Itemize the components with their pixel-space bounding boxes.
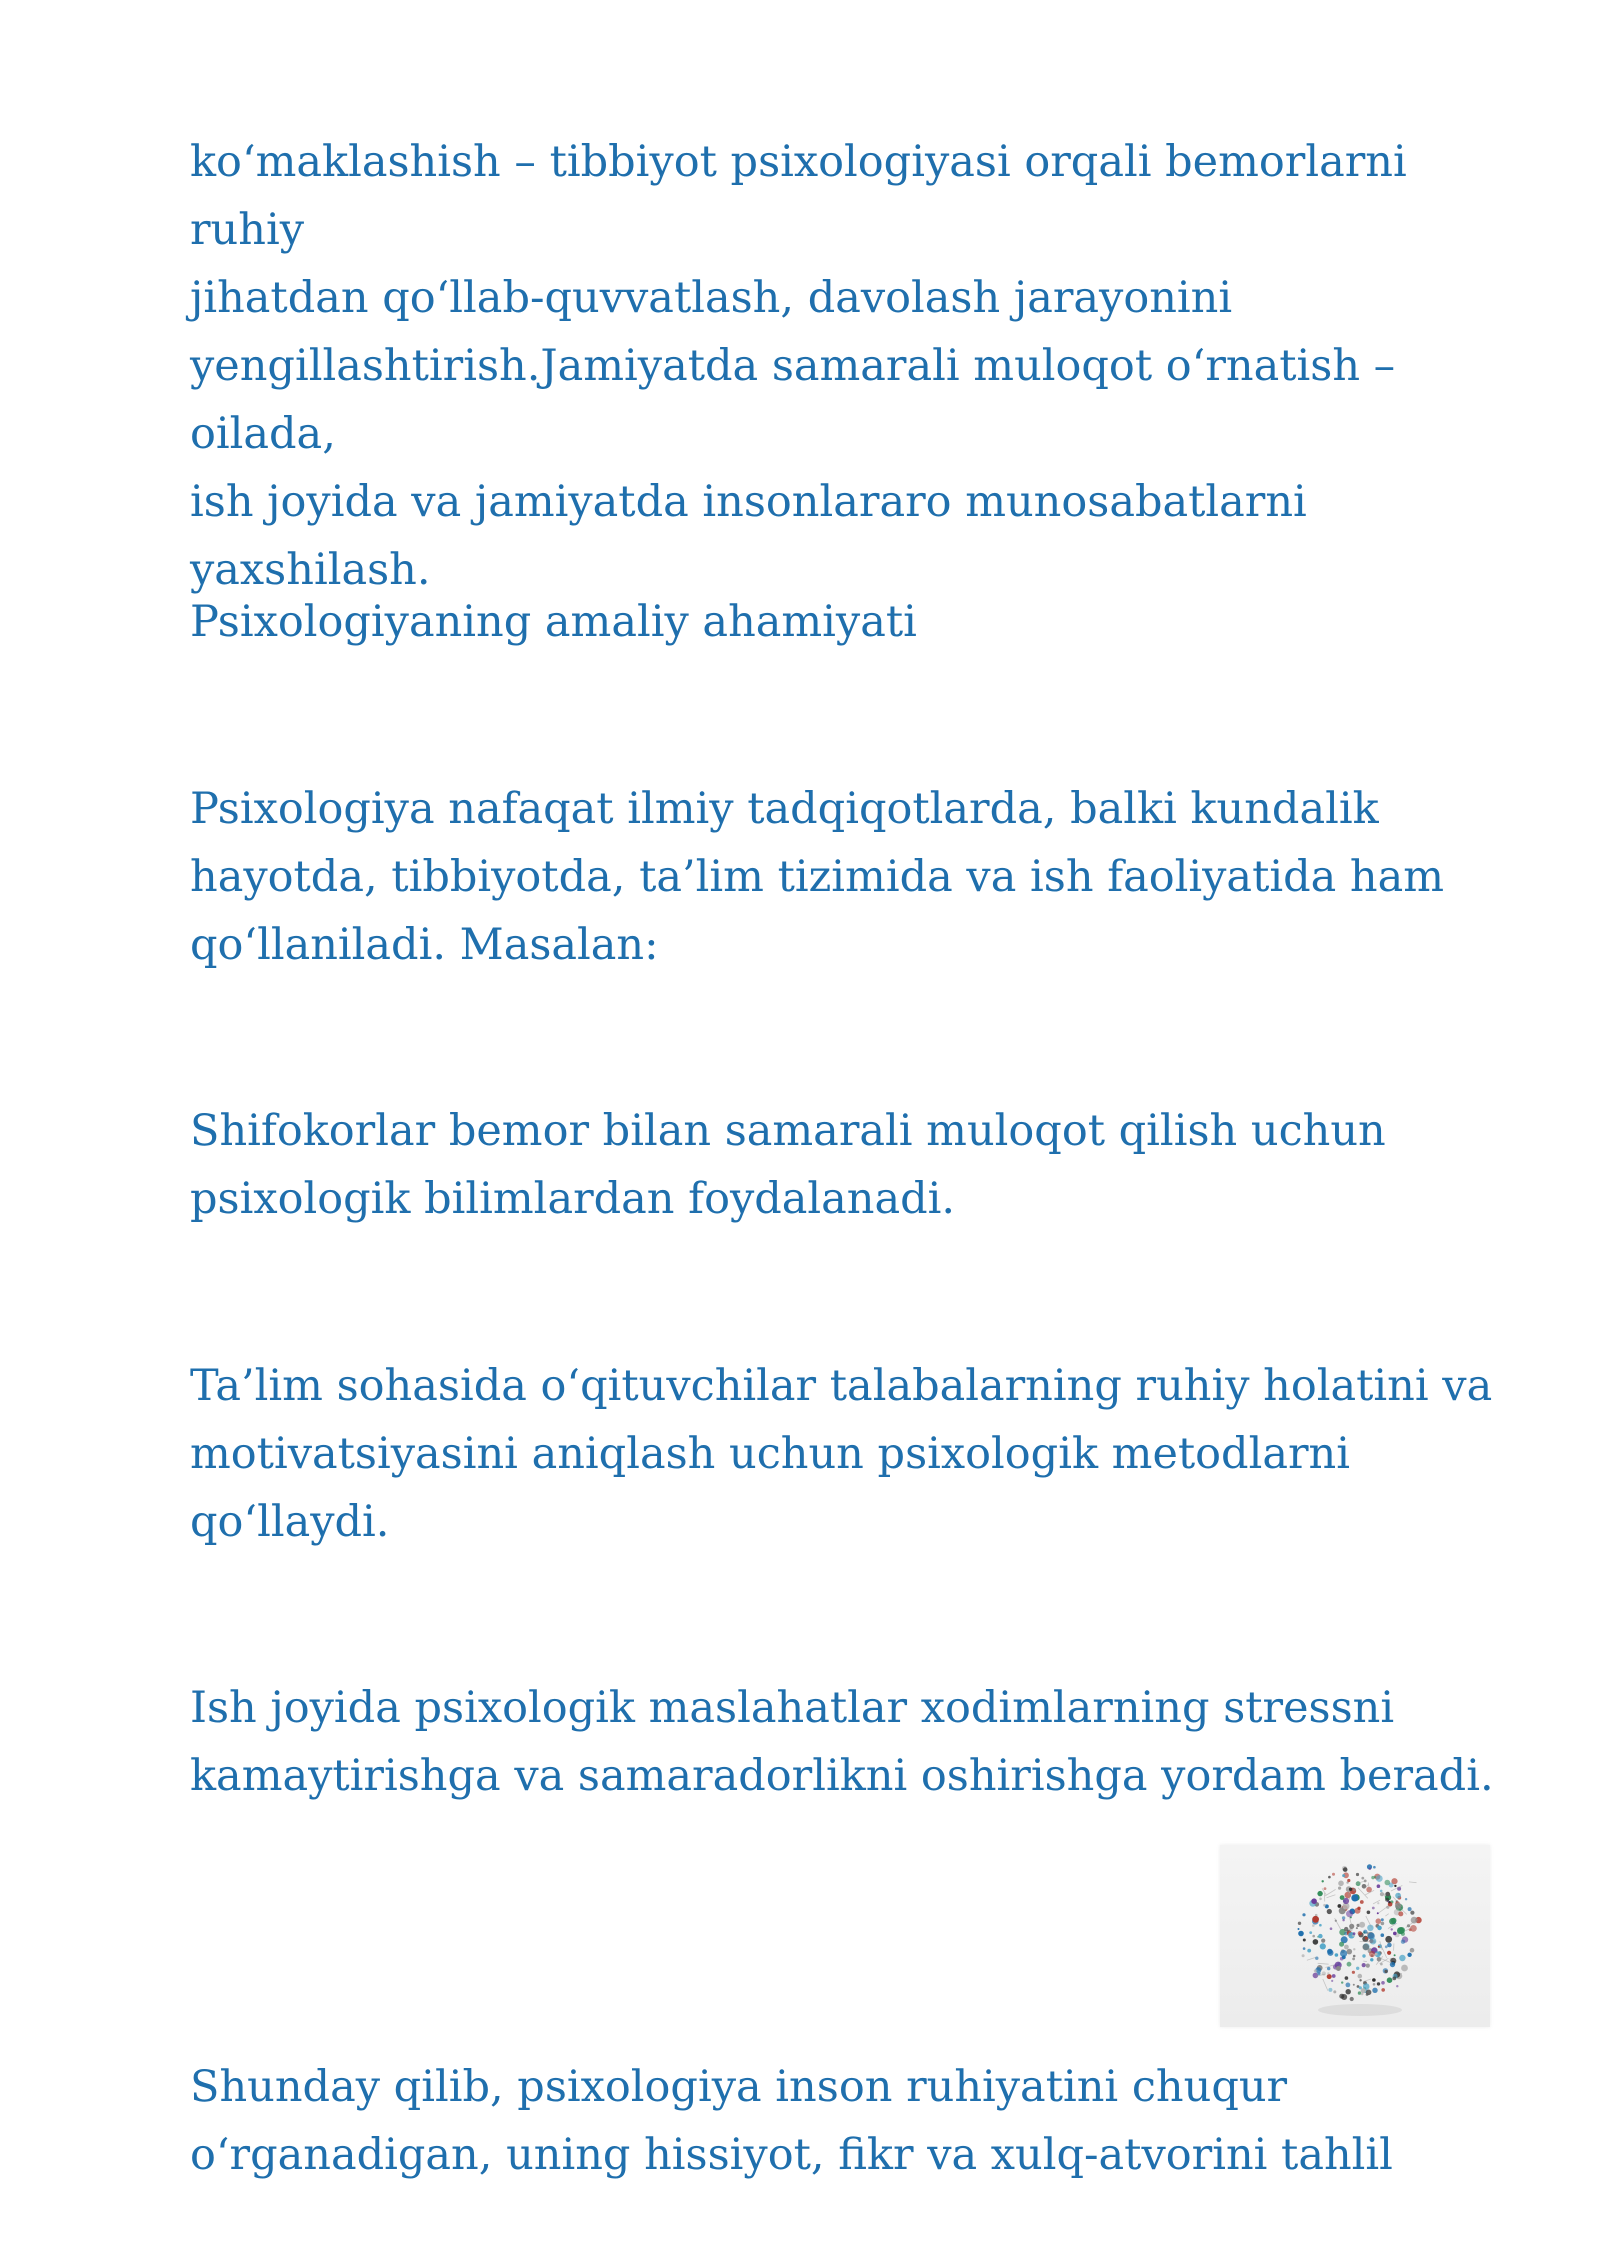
brain-dot <box>1393 1932 1397 1936</box>
brain-dot <box>1356 1873 1359 1876</box>
brain-dot <box>1385 1945 1388 1948</box>
brain-dot <box>1372 1978 1376 1982</box>
brain-dot <box>1340 1950 1347 1957</box>
brain-dot <box>1346 1983 1351 1988</box>
brain-dot <box>1303 1947 1306 1950</box>
brain-dot <box>1362 1963 1366 1967</box>
brain-dot <box>1314 1969 1317 1972</box>
brain-connection <box>1335 1918 1342 1930</box>
brain-dot <box>1356 1927 1358 1929</box>
brain-dot <box>1376 1875 1383 1882</box>
brain-illustration <box>1220 1845 1490 2027</box>
brain-dot <box>1369 1868 1371 1870</box>
brain-dot <box>1353 1888 1356 1891</box>
brain-dot <box>1405 1898 1407 1900</box>
brain-dot <box>1332 1974 1336 1978</box>
brain-dot <box>1381 1922 1385 1926</box>
brain-dot <box>1313 1939 1319 1945</box>
brain-dot <box>1356 1967 1359 1970</box>
section-heading: Psixologiyaning amaliy ahamiyati <box>190 597 917 647</box>
brain-dot <box>1358 1974 1363 1979</box>
brain-connection <box>1385 1914 1388 1916</box>
brain-dot <box>1328 1988 1332 1992</box>
brain-dot <box>1331 1980 1333 1982</box>
brain-dot <box>1317 1891 1322 1896</box>
brain-connection <box>1327 1895 1336 1898</box>
brain-dot <box>1401 1940 1405 1944</box>
brain-dot <box>1351 1894 1358 1901</box>
brain-dot <box>1321 1939 1325 1943</box>
brain-dot <box>1359 1986 1362 1989</box>
brain-dot <box>1381 1933 1385 1937</box>
brain-dot <box>1362 1954 1365 1957</box>
brain-dot <box>1302 1954 1305 1957</box>
brain-dot <box>1398 1911 1403 1916</box>
brain-connection <box>1318 1963 1329 1964</box>
paragraph-conclusion: Shunday qilib, psixologiya inson ruhiyatini chuqur o‘rganadigan, uning hissiyot, fikr va xulq-atvorini tahlil <box>190 2062 1393 2180</box>
paragraph-intro-continuation: ko‘maklashish – tibbiyot psixologiyasi orqali bemorlarni ruhiy jihatdan qo‘llab-quvvatlash, davolash jarayonini yengillashtirish.Jamiyatda samarali muloqot o‘rnatish – oilada, ish joyida va jamiyatda insonlararo munosabatlarni yaxshilash. <box>190 137 1407 595</box>
brain-dot <box>1312 1924 1315 1927</box>
brain-dot <box>1317 1972 1320 1975</box>
brain-dot <box>1358 1931 1362 1935</box>
brain-dot <box>1377 1884 1381 1888</box>
brain-dot <box>1410 1948 1415 1953</box>
brain-dot <box>1394 1885 1396 1887</box>
brain-dot <box>1377 1982 1380 1985</box>
brain-connection <box>1363 1979 1371 1982</box>
brain-dot <box>1375 1953 1378 1956</box>
dotted-brain-icon <box>1220 1845 1490 2027</box>
brain-dot <box>1345 1976 1349 1980</box>
paragraph-overview: Psixologiya nafaqat ilmiy tadqiqotlarda, balki kundalik hayotda, tibbiyotda, ta’lim tizimida va ish faoliyatida ham qo‘llaniladi. Masalan: <box>190 784 1445 970</box>
brain-dot <box>1336 1966 1341 1971</box>
brain-dot <box>1370 1958 1373 1961</box>
brain-dot <box>1344 1945 1349 1950</box>
brain-dot <box>1377 1926 1382 1931</box>
brain-dot <box>1363 1930 1367 1934</box>
brain-dot <box>1372 1988 1377 1993</box>
brain-dot <box>1327 1974 1332 1979</box>
brain-dot <box>1373 1983 1376 1986</box>
brain-connection <box>1363 1961 1367 1962</box>
brain-dot <box>1407 1953 1411 1957</box>
brain-dot <box>1381 1988 1385 1992</box>
brain-dot <box>1327 1949 1332 1954</box>
brain-dot <box>1353 1932 1356 1935</box>
brain-dot <box>1319 1924 1322 1927</box>
brain-dot <box>1352 1958 1355 1961</box>
brain-dot <box>1374 1876 1376 1878</box>
brain-dot <box>1367 1911 1371 1915</box>
brain-dot <box>1391 1918 1397 1924</box>
brain-dot <box>1320 1943 1326 1949</box>
brain-dot <box>1352 1971 1355 1974</box>
brain-dot <box>1361 1877 1364 1880</box>
brain-dot <box>1366 1964 1370 1968</box>
brain-dot <box>1342 1874 1345 1877</box>
brain-dot <box>1410 1911 1414 1915</box>
brain-dot <box>1394 1954 1396 1956</box>
brain-dot <box>1303 1939 1306 1942</box>
brain-dot <box>1353 1984 1355 1986</box>
brain-dot <box>1333 1990 1336 1993</box>
brain-dot <box>1391 1928 1393 1930</box>
brain-dot <box>1332 1873 1335 1876</box>
brain-dot <box>1378 1946 1380 1948</box>
brain-dot <box>1387 1943 1392 1948</box>
brain-dot <box>1359 1979 1361 1981</box>
brain-dot <box>1341 1994 1347 2000</box>
brain-dot <box>1327 1972 1329 1974</box>
brain-dot <box>1298 1931 1304 1937</box>
brain-dot <box>1381 1918 1384 1921</box>
brain-dot <box>1327 1909 1332 1914</box>
brain-dot <box>1309 1931 1312 1934</box>
brain-dot <box>1359 1922 1365 1928</box>
brain-dot <box>1345 1892 1352 1899</box>
brain-dot <box>1339 1942 1344 1947</box>
brain-dot <box>1327 1967 1330 1970</box>
paragraph-education: Ta’lim sohasida o‘qituvchilar talabalarning ruhiy holatini va motivatsiyasini aniqlash uchun psixologik metodlarni qo‘llaydi. <box>190 1361 1493 1547</box>
brain-dot <box>1380 1892 1384 1896</box>
brain-dot <box>1370 1938 1377 1945</box>
brain-dot <box>1335 1953 1339 1957</box>
brain-dot <box>1340 1895 1345 1900</box>
brain-dot <box>1395 1893 1401 1899</box>
brain-dot <box>1387 1951 1391 1955</box>
brain-dot <box>1381 1981 1385 1985</box>
brain-dot <box>1369 1951 1375 1957</box>
brain-dot <box>1343 1867 1348 1872</box>
brain-dot <box>1385 1898 1389 1902</box>
brain-dot <box>1307 1949 1311 1953</box>
brain-dot <box>1347 1962 1352 1967</box>
brain-dot <box>1364 1880 1367 1883</box>
brain-dot <box>1342 1919 1344 1921</box>
brain-dot <box>1350 1997 1354 2001</box>
brain-dot <box>1338 1881 1344 1887</box>
brain-dot <box>1353 1955 1356 1958</box>
brain-dot <box>1318 1934 1322 1938</box>
paragraph-doctors: Shifokorlar bemor bilan samarali muloqot qilish uchun psixologik bilimlardan foydalanadi. <box>190 1106 1386 1224</box>
brain-dot <box>1408 1907 1412 1911</box>
brain-dot <box>1298 1922 1301 1925</box>
brain-dot <box>1353 1948 1355 1950</box>
brain-dot <box>1360 1900 1364 1904</box>
brain-dot <box>1312 1935 1315 1938</box>
brain-connection <box>1409 1882 1417 1883</box>
brain-dot <box>1328 1876 1331 1879</box>
brain-dot <box>1330 1927 1333 1930</box>
brain-dot <box>1338 1887 1341 1890</box>
brain-dot <box>1386 1892 1391 1897</box>
brain-dot <box>1391 1878 1397 1884</box>
brain-dot <box>1322 1880 1324 1882</box>
brain-connection <box>1307 1957 1316 1960</box>
brain-dot <box>1352 1935 1354 1937</box>
brain-dot <box>1399 1955 1405 1961</box>
brain-dot <box>1344 1927 1348 1931</box>
brain-dot <box>1363 1944 1370 1951</box>
brain-dot <box>1366 1990 1372 1996</box>
brain-dot <box>1387 1977 1393 1983</box>
brain-dot <box>1347 1949 1353 1955</box>
brain-dot <box>1319 1898 1322 1901</box>
brain-dot <box>1346 1881 1348 1883</box>
paragraph-workplace: Ish joyida psixologik maslahatlar xodimlarning stressni kamaytirishga va samaradorlikni oshirishga yordam beradi. <box>190 1683 1494 1801</box>
brain-dot <box>1324 1887 1327 1890</box>
brain-dot <box>1376 1918 1382 1924</box>
brain-dot <box>1311 1898 1317 1904</box>
brain-dot <box>1346 1989 1351 1994</box>
brain-dot <box>1385 1880 1391 1886</box>
brain-dot <box>1361 1993 1364 1996</box>
brain-dot <box>1373 1866 1376 1869</box>
brain-dot <box>1358 1991 1361 1994</box>
brain-dot <box>1401 1932 1405 1936</box>
brain-connection <box>1323 1979 1328 1991</box>
brain-dot <box>1341 1981 1343 1983</box>
brain-dot <box>1302 1913 1305 1916</box>
brain-dot <box>1298 1928 1300 1930</box>
brain-dot <box>1385 1936 1392 1943</box>
brain-dot <box>1401 1965 1408 1972</box>
brain-dot <box>1377 1902 1379 1904</box>
brain-dot <box>1323 1904 1326 1907</box>
brain-dot <box>1384 1970 1387 1973</box>
brain-dot <box>1396 1985 1398 1987</box>
brain-dot <box>1377 1912 1379 1914</box>
brain-dot <box>1338 1904 1342 1908</box>
brain-dot <box>1392 1977 1396 1981</box>
brain-dot <box>1365 1937 1368 1940</box>
brain-connection <box>1379 1906 1388 1913</box>
brain-dot <box>1380 1890 1383 1893</box>
brain-dot <box>1312 1916 1319 1923</box>
brain-dot <box>1355 1908 1361 1914</box>
brain-dot <box>1349 1888 1352 1891</box>
